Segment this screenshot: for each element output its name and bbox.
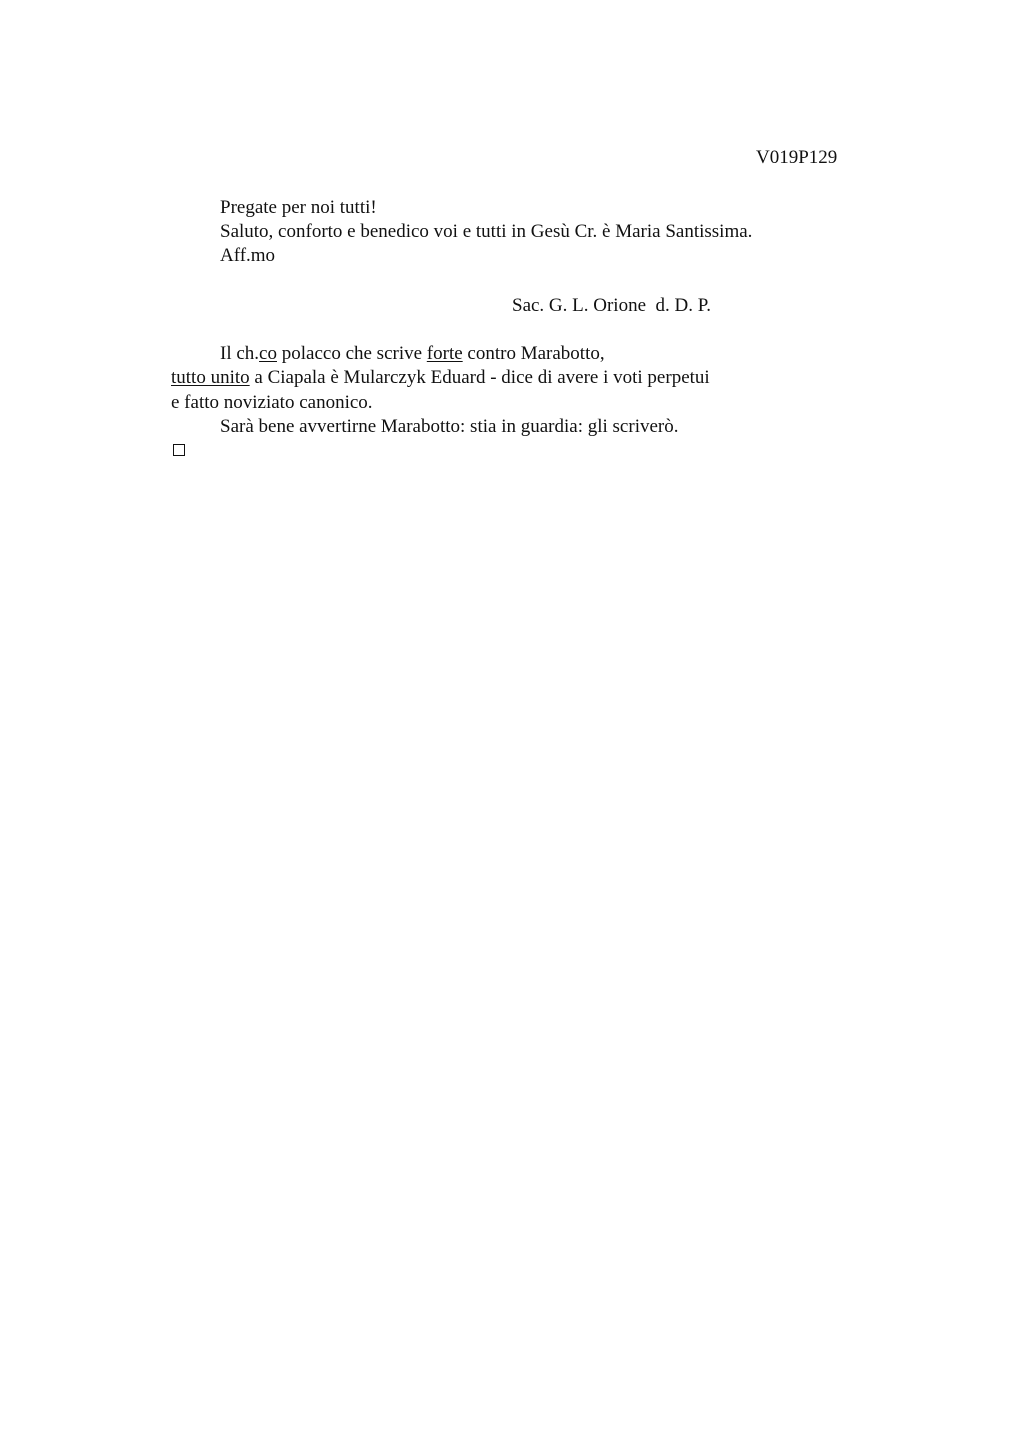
postscript-text: polacco che scrive [276,343,427,364]
underlined-phrase: tutto unito [171,367,250,388]
postscript-text: contro Marabotto, [462,343,605,364]
underlined-abbreviation: co [259,343,277,364]
postscript-line-1 [220,342,605,366]
postscript-text: a Ciapala è Mularczyk Eduard - dice di avere i voti perpetui [249,367,710,388]
greeting-line-2: Saluto, conforto e benedico voi e tutti in Gesù Cr. è Maria Santissima. [220,221,753,242]
signature: Sac. G. L. Orione d. D. P. [512,295,711,316]
postscript-text: Il ch. [220,343,260,364]
greeting-line-1: Pregate per noi tutti! [220,197,377,218]
end-marker-box-icon [173,444,185,456]
greeting-line-3: Aff.mo [220,245,276,266]
postscript-line-2 [171,366,710,390]
underlined-word: forte [426,343,463,364]
postscript-line-3: e fatto noviziato canonico. [171,392,373,413]
page-code: V019P129 [756,147,838,168]
postscript-line-4: Sarà bene avvertirne Marabotto: stia in guardia: gli scriverò. [220,416,679,437]
